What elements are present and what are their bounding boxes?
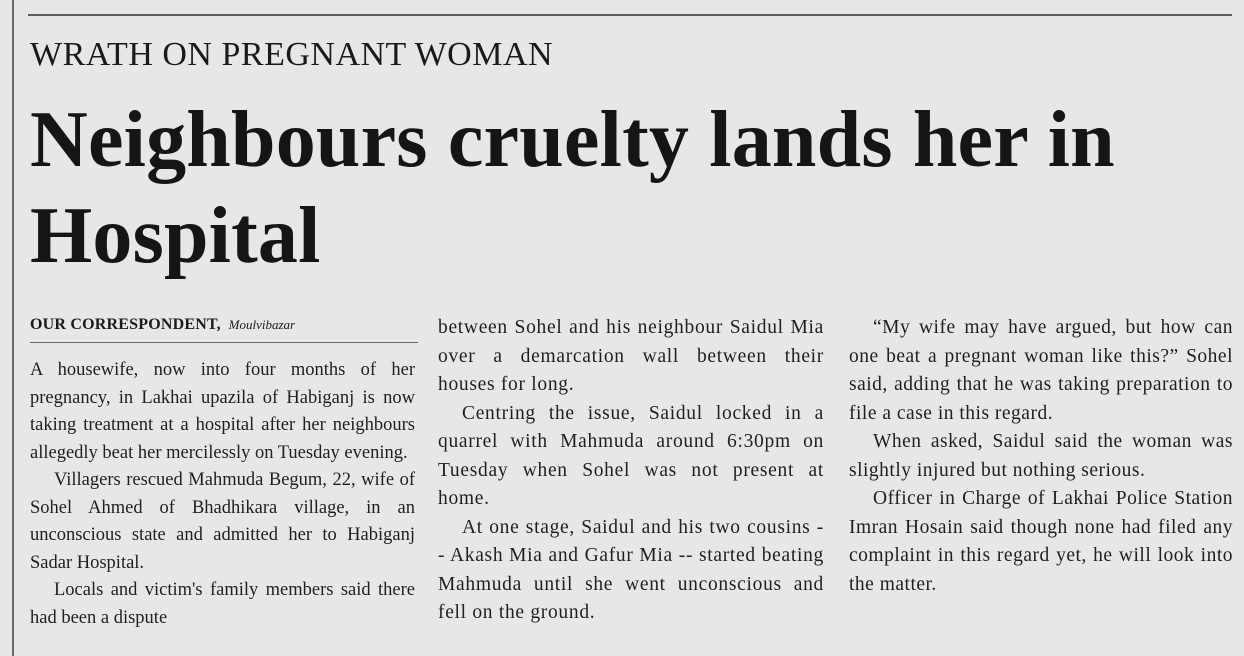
- kicker-heading: WRATH ON PREGNANT WOMAN: [30, 36, 554, 73]
- paragraph: When asked, Saidul said the woman was slightly injured but nothing serious.: [849, 431, 1233, 481]
- paragraph: Officer in Charge of Lakhai Police Station Imran Hosain said though none had filed any complaint in this regard yet, he will look into the matter.: [849, 488, 1233, 595]
- byline-name: OUR CORRESPONDENT,: [30, 316, 221, 333]
- paragraph: “My wife may have argued, but how can one beat a pregnant woman like this?” Sohel said, adding that he was taking preparation to file a case in this regard.: [849, 317, 1233, 424]
- article-column-2: [438, 314, 824, 628]
- paragraph: Locals and victim's family members said there had been a dispute: [30, 580, 415, 628]
- article-column-1: [30, 357, 415, 632]
- paragraph: Centring the issue, Saidul locked in a quarrel with Mahmuda around 6:30pm on Tuesday when Sohel was not present at home.: [438, 402, 824, 509]
- headline: Neighbours cruelty lands her in Hospital: [30, 96, 1115, 280]
- article-column-3: [849, 314, 1233, 599]
- paragraph: A housewife, now into four months of her pregnancy, in Lakhai upazila of Habiganj is now taking treatment at a hospital after her neighbours allegedly beat her mercilessly on Tuesday evening.: [30, 360, 415, 463]
- paragraph: At one stage, Saidul and his two cousins -- Akash Mia and Gafur Mia -- started beating Mahmuda until she went unconscious and fell on the ground.: [438, 516, 824, 623]
- paragraph: between Sohel and his neighbour Saidul Mia over a demarcation wall between their houses for long.: [438, 317, 824, 395]
- byline-place: Moulvibazar: [228, 317, 296, 332]
- paragraph: Villagers rescued Mahmuda Begum, 22, wife of Sohel Ahmed of Bhadhikara village, in an unconscious state and admitted her to Habiganj Sadar Hospital.: [30, 470, 415, 573]
